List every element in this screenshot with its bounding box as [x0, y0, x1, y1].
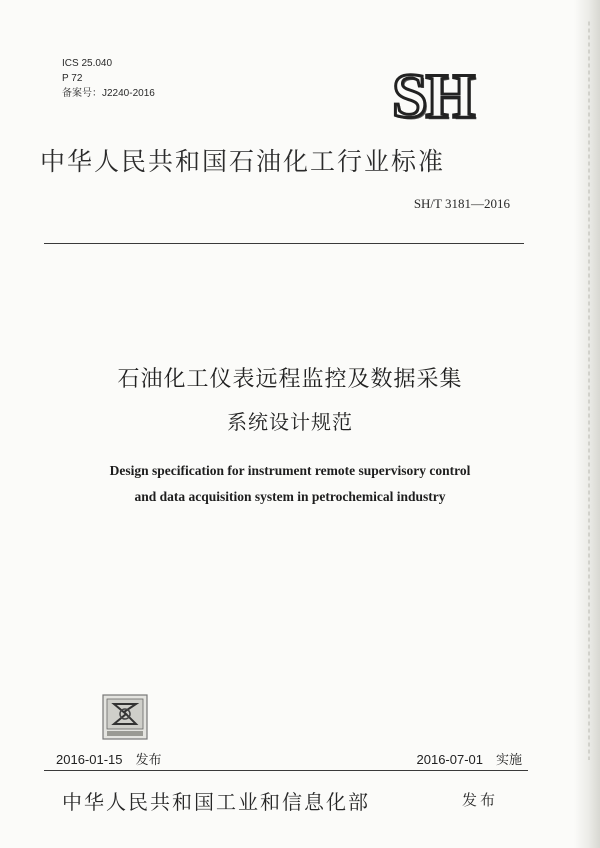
issuing-action: 发布	[462, 791, 499, 809]
title-cn-line-2: 系统设计规范	[227, 410, 353, 434]
title-en	[0, 458, 580, 510]
sh-logo: SH	[392, 60, 474, 131]
standard-number: SH/T 3181—2016	[413, 196, 510, 211]
filing-number: 备案号：J2240-2016	[62, 88, 155, 99]
issue-date: 2016-01-15 发布	[56, 752, 162, 767]
publisher-seal-icon	[100, 692, 150, 742]
footer-divider	[44, 770, 528, 771]
effective-date: 2016-07-01 实施	[416, 752, 522, 767]
header-divider	[44, 243, 524, 244]
standard-category-title: 中华人民共和国石油化工行业标准	[40, 147, 446, 176]
title-cn-line-1: 石油化工仪表远程监控及数据采集	[117, 367, 463, 392]
p-code: P 72	[62, 73, 83, 84]
classification-block	[62, 56, 155, 101]
title-en-line-2: and data acquisition system in petrochemical industry	[134, 489, 446, 504]
ics-code: ICS 25.040	[62, 58, 113, 69]
title-en-line-1: Design specification for instrument remote supervisory control	[109, 463, 471, 478]
binding-holes	[588, 20, 590, 760]
issuing-authority: 中华人民共和国工业和信息化部	[62, 790, 370, 814]
